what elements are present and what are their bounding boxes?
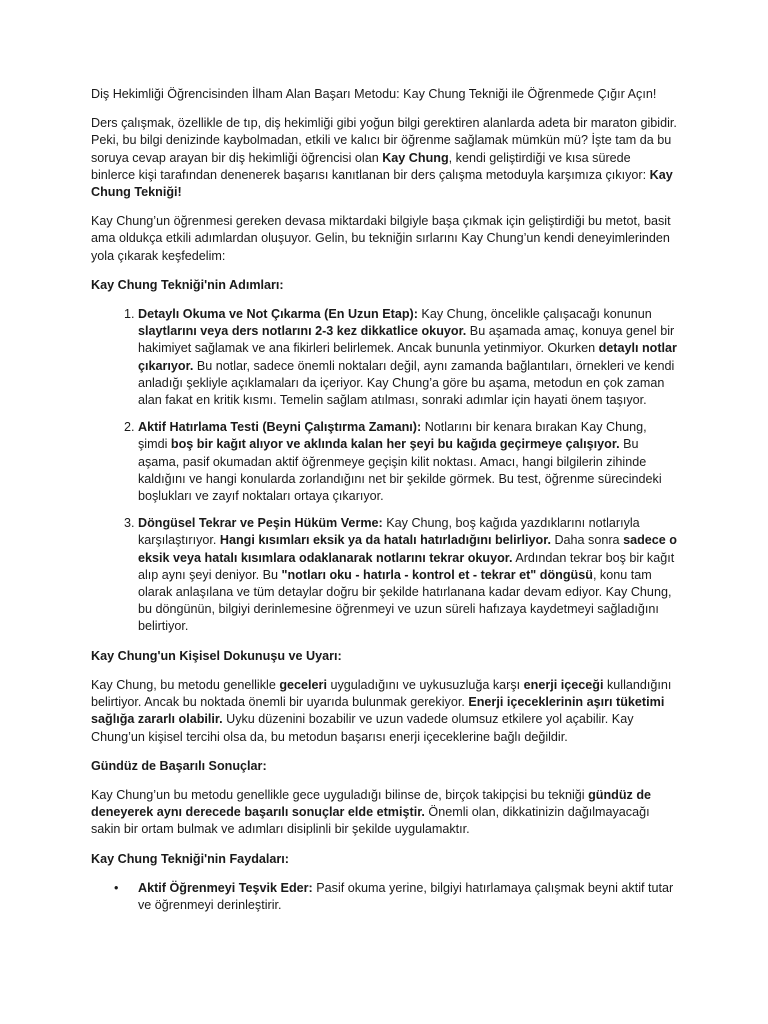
document-title: Diş Hekimliği Öğrencisinden İlham Alan Başarı Metodu: Kay Chung Tekniği ile Öğrenmede Çığır Açın! xyxy=(91,87,657,101)
daytime-text-1: Kay Chung’un bu metodu genellikle gece uyguladığı bilinse de, birçok takipçisi bu tekniği xyxy=(91,787,589,802)
step-3-bold-3: sadece o eksik veya hatalı kısımlara odaklanarak notlarını tekrar okuyor. xyxy=(138,533,677,565)
benefits-heading: Kay Chung Tekniği'nin Faydaları: xyxy=(91,851,289,866)
personal-text-1: Kay Chung, bu metodu genellikle xyxy=(91,677,280,692)
step-item-2 xyxy=(138,419,678,505)
intro-paragraph xyxy=(91,115,678,201)
steps-heading: Kay Chung Tekniği'nin Adımları: xyxy=(91,277,284,292)
personal-text-3: kullandığını belirtiyor. Ancak bu noktada önemli bir uyarıda bulunmak gerekiyor. xyxy=(91,677,672,710)
step-3-title: Döngüsel Tekrar ve Peşin Hüküm Verme: xyxy=(138,516,383,531)
daytime-text-2: Önemli olan, dikkatinizin dağılmayacağı sakin bir ortam bulmak ve adımları disiplinli bir şekilde uygulamaktır. xyxy=(91,805,650,837)
personal-text-4: Uyku düzenini bozabilir ve uzun vadede olumsuz etkilere yol açabilir. Kay Chung’un kişisel tercihi olsa da, bu metodun başarısı enerji içeceklerine bağlı değildir. xyxy=(91,712,634,744)
step-1-text-3: Bu notlar, sadece önemli noktaları değil, aynı zamanda bağlantıları, örnekleri ve kendi anladığı şekliyle açıklamaları da içeriyor. Kay Chung’a göre bu aşama, metodun en çok zaman alan fakat en kritik kısmı. Temelin sağlam atılması, sonraki adımlar için hayati önem taşıyor. xyxy=(138,358,675,408)
benefit-item-1 xyxy=(114,880,678,914)
intro-bold-name: Kay Chung xyxy=(382,150,449,165)
personal-bold-2: enerji içeceği xyxy=(523,677,604,692)
daytime-heading: Gündüz de Başarılı Sonuçlar: xyxy=(91,758,267,773)
personal-bold-1: geceleri xyxy=(279,677,327,692)
step-3-text-4: , konu tam olarak anlaşılana ve tüm detaylar doğru bir şekilde hatırlanana kadar devam ediyor. Kay Chung, bu döngünün, bilgiyi derinlemesine öğrenmeyi ve uzun süreli hafızaya kaydetmeyi sağladığını belirtiyor. xyxy=(138,567,672,634)
step-1-bold-2: slaytlarını veya ders notlarını 2-3 kez dikkatlice okuyor. xyxy=(138,324,467,339)
step-3-text-2: Daha sonra xyxy=(550,533,624,548)
steps-list xyxy=(91,306,678,636)
intro-bold-technique: Kay Chung Tekniği! xyxy=(91,167,673,200)
step-1-text-2: Bu aşamada amaç, konuya genel bir hakimiyet sağlamak ve ana fikirleri belirlemek. Ancak bununla yetinmiyor. Okurken xyxy=(138,324,675,356)
step-2-text-1: Notlarını bir kenara bırakan Kay Chung, şimdi xyxy=(138,420,647,452)
daytime-bold-1: gündüz de deneyerek aynı derecede başarılı sonuçlar elde etmiştir. xyxy=(91,787,652,820)
step-2-bold-2: boş bir kağıt alıyor ve aklında kalan her şeyi bu kağıda geçirmeye çalışıyor. xyxy=(170,437,620,452)
daytime-paragraph xyxy=(91,787,678,839)
personal-text-2: uyguladığını ve uykusuzluğa karşı xyxy=(326,677,524,692)
personal-heading: Kay Chung'un Kişisel Dokunuşu ve Uyarı: xyxy=(91,648,342,663)
step-2-title: Aktif Hatırlama Testi (Beyni Çalıştırma Zamanı): xyxy=(138,420,422,435)
bullet-icon: • xyxy=(114,880,119,895)
step-item-3 xyxy=(138,515,678,635)
step-3-text-1: Kay Chung, boş kağıda yazdıklarını notlarıyla karşılaştırıyor. xyxy=(138,516,640,548)
step-2-text-2: Bu aşama, pasif okumadan aktif öğrenmeye geçişin kilit noktası. Amacı, hangi bilgilerin zihinde kaldığını ve hangi konularda zorlandığını net bir şekilde görmek. Bu test, öğrenme sürecindeki boşlukları ve zayıf noktaları ortaya çıkarıyor. xyxy=(138,437,662,504)
intro-text-2: , kendi geliştirdiği ve kısa sürede binlerce kişi tarafından denenerek başarısı kanıtlanan bir ders çalışma metoduyla karşımıza çıkıyor: xyxy=(91,150,650,182)
personal-paragraph xyxy=(91,677,678,746)
step-1-title: Detaylı Okuma ve Not Çıkarma (En Uzun Etap): xyxy=(138,307,418,322)
step-3-bold-2: Hangi kısımları eksik ya da hatalı hatırladığını belirliyor. xyxy=(219,533,551,548)
personal-bold-3: Enerji içeceklerinin aşırı tüketimi sağlığa zararlı olabilir. xyxy=(91,695,665,727)
step-1-bold-3: detaylı notlar çıkarıyor. xyxy=(138,341,677,373)
step-3-bold-4: "notları oku - hatırla - kontrol et - tekrar et" döngüsü xyxy=(281,567,593,582)
benefit-1-text: Pasif okuma yerine, bilgiyi hatırlamaya çalışmak beyni aktif tutar ve öğrenmeyi derinleştirir. xyxy=(138,880,674,912)
benefit-1-title: Aktif Öğrenmeyi Teşvik Eder: xyxy=(138,880,313,895)
step-item-1 xyxy=(138,306,678,409)
step-3-text-3: Ardından tekrar boş bir kağıt alıp aynı şeyi deniyor. Bu xyxy=(138,550,675,582)
intro-text-1: Ders çalışmak, özellikle de tıp, diş hekimliği gibi yoğun bilgi gerektiren alanlarda adeta bir maraton gibidir. Peki, bu bilgi denizinde kaybolmadan, etkili ve kalıcı bir öğrenme sağlamak mümkün mü? İşte tam da bu soruya cevap arayan bir diş hekimliği öğrencisi olan xyxy=(91,116,677,165)
intro-paragraph-2: Kay Chung’un öğrenmesi gereken devasa miktardaki bilgiyle başa çıkmak için geliştirdiği bu metot, basit ama oldukça etkili adımlardan oluşuyor. Gelin, bu tekniğin sırlarını Kay Chung’un kendi deneyimlerinden yola çıkarak keşfedelim: xyxy=(91,214,671,263)
benefits-list xyxy=(91,880,678,914)
step-1-text-1: Kay Chung, öncelikle çalışacağı konunun xyxy=(417,307,652,322)
